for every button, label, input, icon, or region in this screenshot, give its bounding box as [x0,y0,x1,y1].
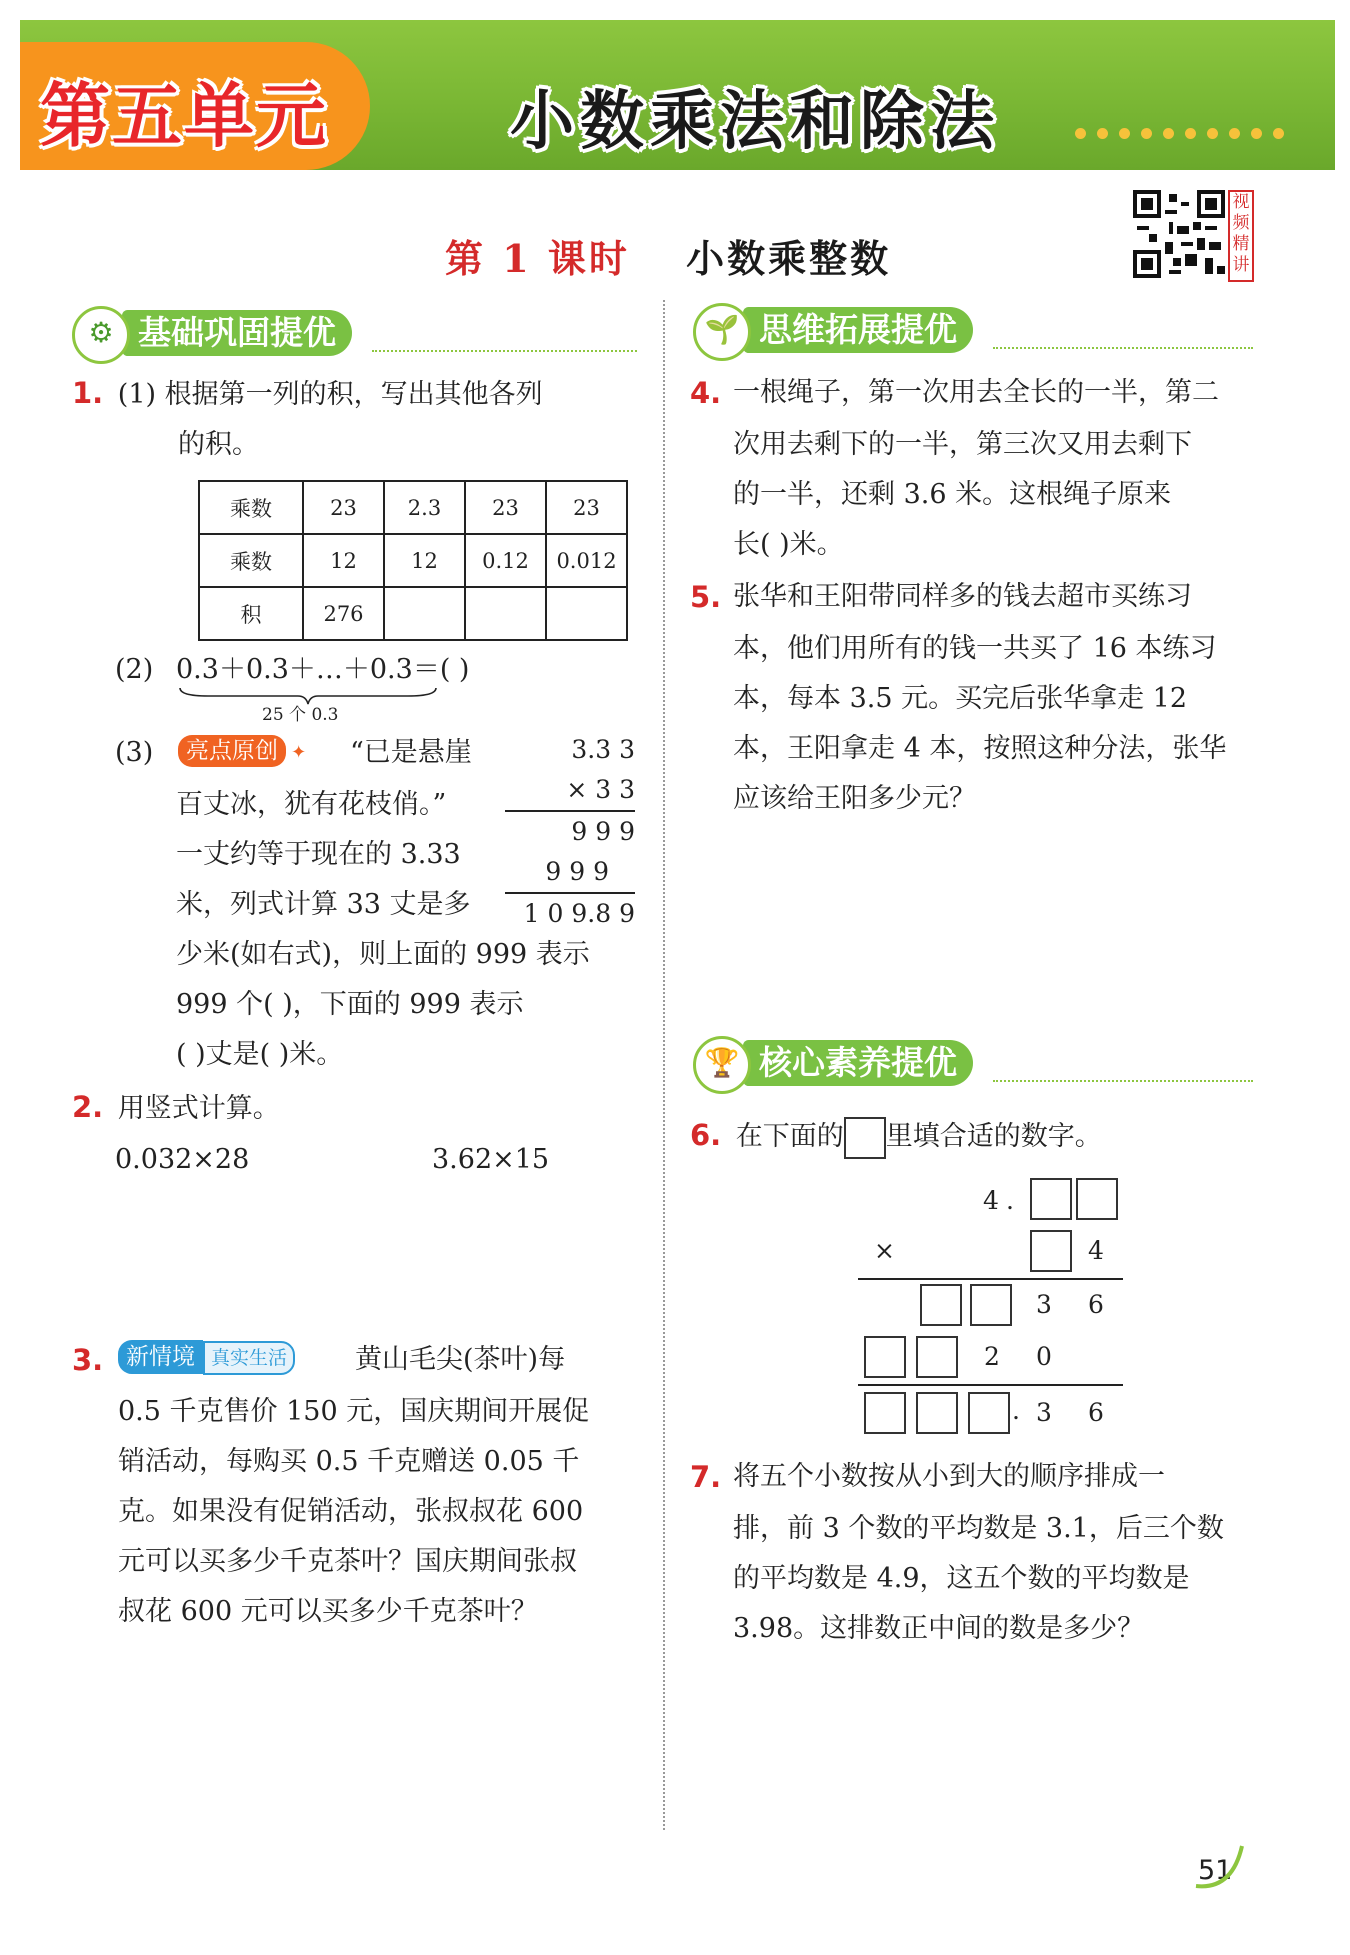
q7-line: 将五个小数按从小到大的顺序排成一 [733,1461,1165,1492]
q1-part1-line1: (1) 根据第一列的积，写出其他各列 [117,379,543,410]
table-cell: 23 [465,481,546,534]
table-cell: 23 [546,481,627,534]
table-row [199,481,627,534]
unit-title: 小数乘法和除法 [510,85,1000,159]
q1-part3-label: (3) [115,737,154,768]
q4-line: 的一半，还剩 3.6 米。这根绳子原来 [733,479,1172,510]
section-header-thinking [693,303,1253,359]
question-7 [690,1452,721,1504]
page-number-swoosh-icon [1192,1842,1248,1892]
question-1 [72,368,642,420]
answer-box[interactable] [916,1392,958,1434]
table-row [199,534,627,587]
q3-line: 克。如果没有促销活动，张叔叔花 600 [118,1496,584,1527]
q5-line: 张华和王阳带同样多的钱去超市买练习 [733,581,1192,612]
digit-puzzle-result: . 3 6 [858,1390,1123,1440]
answer-box[interactable] [1030,1230,1072,1272]
table-cell: 12 [303,534,384,587]
unit-label: 第五单元 [40,75,328,157]
q1-part3-line[interactable]: ( )丈是( )米。 [176,1039,344,1070]
q2-item: 3.62×15 [432,1144,550,1175]
decorative-dots [1075,124,1295,143]
qr-video-label[interactable]: 视 频 精 讲 [1228,190,1254,282]
q1-part1-line2: 的积。 [178,429,259,460]
q6-text-before: 在下面的 [735,1121,844,1152]
q7-line: 3.98。这排数正中间的数是多少？ [733,1613,1145,1644]
trophy-icon: 🏆 [693,1036,751,1094]
q1-part3-line: 少米(如右式)，则上面的 999 表示 [176,939,590,970]
answer-cell[interactable] [465,587,546,640]
digit-puzzle: 4 . × 4 3 6 2 0 [858,1178,1123,1408]
question-number: 7. [690,1460,722,1494]
table-cell: 23 [303,481,384,534]
answer-box[interactable] [970,1284,1012,1326]
vertical-multiplication: 3.3 3 × 3 3 9 9 9 9 9 9 1 0 9.8 9 [505,730,635,934]
answer-box[interactable] [920,1284,962,1326]
answer-box[interactable] [968,1392,1010,1434]
q6-text-after: 里填合适的数字。 [885,1121,1102,1152]
table-row [199,587,627,640]
q3-line: 叔花 600 元可以买多少千克茶叶？ [118,1596,538,1627]
question-number: 3. [72,1343,104,1377]
question-number: 6. [690,1118,722,1152]
q5-line: 应该给王阳多少元？ [733,783,976,814]
q4-line: 次用去剩下的一半，第三次又用去剩下 [733,429,1192,460]
q1-part3-line: 百丈冰，犹有花枝俏。” [176,789,447,820]
q3-line: 元可以买多少千克茶叶？国庆期间张叔 [118,1546,577,1577]
q1-part2-expression[interactable]: 0.3＋0.3＋…＋0.3＝( ) [176,654,470,685]
q1-part2-label: (2) [115,654,154,685]
brace-note: 25 个 0.3 [262,705,339,725]
section-title-core: 核心素养提优 [743,1040,973,1086]
section-header-core [693,1036,1253,1092]
table-cell: 乘数 [199,534,303,587]
answer-box[interactable] [916,1336,958,1378]
answer-box[interactable] [1030,1178,1072,1220]
section-header-basic [72,306,637,362]
question-number: 2. [72,1090,104,1124]
column-divider [663,300,665,1830]
question-number: 4. [690,376,722,410]
page-number: 51 [1198,1855,1233,1886]
table-cell: 0.012 [546,534,627,587]
q3-line: 销活动，每购买 0.5 千克赠送 0.05 千 [118,1446,580,1477]
question-6 [690,1110,1102,1162]
q5-line: 本，他们用所有的钱一共买了 16 本练习 [733,633,1217,664]
q5-line: 本，每本 3.5 元。买完后张华拿走 12 [733,683,1188,714]
q5-line: 本，王阳拿走 4 本，按照这种分法，张华 [733,733,1227,764]
table-cell: 12 [384,534,465,587]
answer-box-sample [844,1117,886,1159]
q7-line: 的平均数是 4.9，这五个数的平均数是 [733,1563,1190,1594]
gear-plant-icon: ⚙ [72,306,130,364]
sprout-icon: 🌱 [693,303,751,361]
q1-part3-line[interactable]: 999 个( )，下面的 999 表示 [176,989,524,1020]
table-cell: 乘数 [199,481,303,534]
lesson-number: 第 1 课时 [445,236,630,281]
answer-box[interactable] [1076,1178,1118,1220]
question-3 [72,1335,103,1387]
answer-box[interactable] [864,1336,906,1378]
new-context-tag: 新情境 真实生活 [118,1340,295,1375]
section-title-basic: 基础巩固提优 [122,310,352,356]
qr-code-icon[interactable] [1133,190,1225,278]
q2-text: 用竖式计算。 [117,1093,280,1124]
table-cell: 2.3 [384,481,465,534]
table-cell: 0.12 [465,534,546,587]
q4-line: 一根绳子，第一次用去全长的一半，第二 [733,377,1219,408]
q1-part3-line: 一丈约等于现在的 3.33 [176,839,461,870]
table-cell: 276 [303,587,384,640]
question-number: 5. [690,580,722,614]
q4-line[interactable]: 长( )米。 [733,529,844,560]
q1-part3-line: 米，列式计算 33 丈是多 [176,889,471,920]
product-table [198,480,628,641]
q3-line: 黄山毛尖(茶叶)每 [355,1344,566,1375]
q7-line: 排，前 3 个数的平均数是 3.1，后三个数 [733,1513,1224,1544]
answer-cell[interactable] [384,587,465,640]
table-cell: 积 [199,587,303,640]
answer-cell[interactable] [546,587,627,640]
section-title-thinking: 思维拓展提优 [743,307,973,353]
lesson-title [445,228,891,283]
original-highlight-tag: 亮点原创 ✦ [178,735,306,767]
q1-part3-line: “已是悬崖 [350,737,472,768]
lesson-name: 小数乘整数 [686,236,892,281]
question-4 [690,368,721,420]
question-2 [72,1082,280,1134]
question-number: 1. [72,376,104,410]
q2-item: 0.032×28 [115,1144,250,1175]
q3-line: 0.5 千克售价 150 元，国庆期间开展促 [118,1396,590,1427]
question-5 [690,572,721,624]
answer-box[interactable] [864,1392,906,1434]
